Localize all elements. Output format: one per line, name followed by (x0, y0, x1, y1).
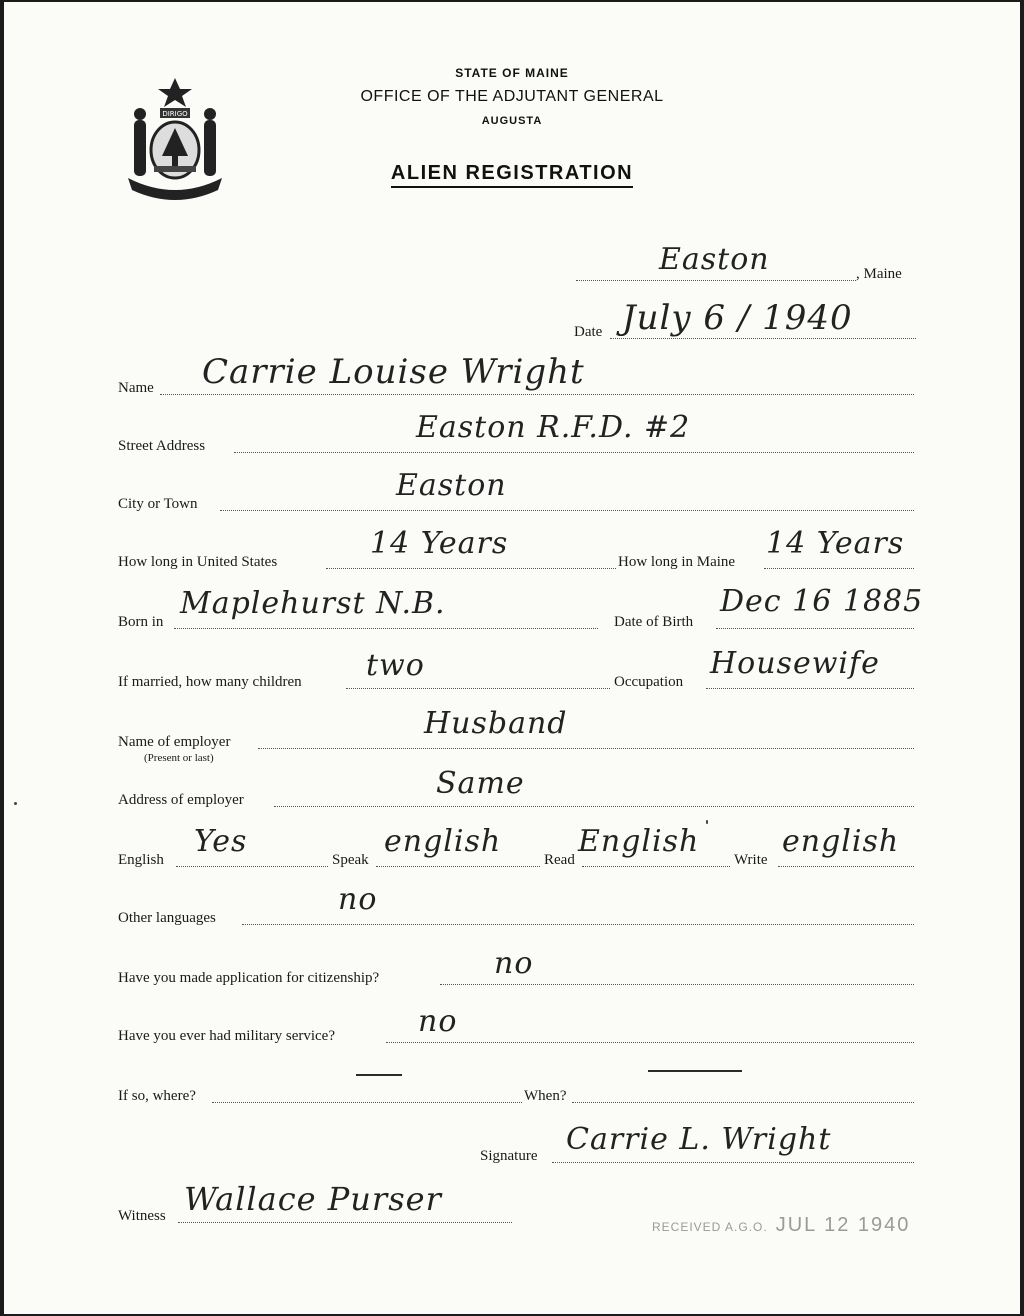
employer-label: Name of employer (118, 734, 231, 750)
scan-speck (14, 802, 17, 805)
when-dash (648, 1070, 742, 1072)
citizenship-value: no (494, 946, 534, 981)
signature-value: Carrie L. Wright (566, 1122, 832, 1157)
employer-address-line (274, 806, 914, 807)
military-value: no (418, 1004, 458, 1039)
english-label: English (118, 852, 164, 868)
street-address-label: Street Address (118, 438, 206, 454)
witness-label: Witness (118, 1208, 166, 1224)
registration-form (4, 2, 1020, 1314)
maine-label: , Maine (856, 266, 902, 282)
read-label: Read (544, 852, 575, 868)
city-value: Easton (396, 468, 507, 503)
witness-line (178, 1222, 512, 1223)
born-in-value: Maplehurst N.B. (180, 586, 446, 621)
born-in-line (174, 628, 598, 629)
employer-address-label: Address of employer (118, 792, 244, 808)
employer-sublabel: (Present or last) (144, 752, 214, 764)
city-label: City or Town (118, 496, 198, 512)
read-line (582, 866, 730, 867)
date-of-birth-line (716, 628, 914, 629)
where-label: If so, where? (118, 1088, 196, 1104)
employer-line (258, 748, 914, 749)
when-line (572, 1102, 914, 1103)
received-stamp: RECEIVED A.G.O. JUL 12 1940 (652, 1214, 911, 1236)
occupation-label: Occupation (614, 674, 684, 690)
witness-value: Wallace Purser (184, 1180, 442, 1218)
citizenship-label: Have you made application for citizenship? (118, 970, 380, 986)
speak-value: english (384, 824, 502, 859)
how-long-maine-line (764, 568, 914, 569)
military-line (386, 1042, 914, 1043)
occupation-line (706, 688, 914, 689)
date-value: July 6 / 1940 (622, 298, 853, 338)
street-address-line (234, 452, 914, 453)
employer-address-value: Same (436, 766, 525, 801)
how-long-maine-label: How long in Maine (618, 554, 736, 570)
signature-line (552, 1162, 914, 1163)
other-languages-value: no (338, 882, 378, 917)
signature-label: Signature (480, 1148, 538, 1164)
other-languages-label: Other languages (118, 910, 216, 926)
date-label: Date (574, 324, 603, 340)
children-label: If married, how many children (118, 674, 302, 690)
date-of-birth-label: Date of Birth (614, 614, 694, 630)
children-value: two (366, 648, 425, 683)
born-in-label: Born in (118, 614, 164, 630)
city-heading: AUGUSTA (481, 115, 543, 127)
military-label: Have you ever had military service? (118, 1028, 335, 1044)
write-line (778, 866, 914, 867)
name-value: Carrie Louise Wright (202, 352, 585, 392)
other-languages-line (242, 924, 914, 925)
date-line (610, 338, 916, 339)
name-label: Name (118, 380, 154, 396)
street-address-value: Easton R.F.D. #2 (416, 410, 691, 445)
when-label: When? (524, 1088, 567, 1104)
employer-value: Husband (424, 706, 568, 741)
scan-speck (706, 820, 708, 824)
state-heading: STATE OF MAINE (455, 66, 569, 80)
speak-label: Speak (332, 852, 369, 868)
where-dash (356, 1074, 402, 1076)
how-long-maine-value: 14 Years (766, 526, 905, 561)
speak-line (376, 866, 540, 867)
how-long-us-value: 14 Years (370, 526, 509, 561)
english-line (176, 866, 328, 867)
occupation-value: Housewife (710, 646, 880, 681)
english-value: Yes (194, 824, 248, 859)
write-label: Write (734, 852, 768, 868)
citizenship-line (440, 984, 914, 985)
read-value: English (578, 824, 700, 859)
how-long-us-line (326, 568, 616, 569)
how-long-us-label: How long in United States (118, 554, 278, 570)
date-of-birth-value: Dec 16 1885 (720, 584, 924, 619)
where-line (212, 1102, 522, 1103)
office-heading: OFFICE OF THE ADJUTANT GENERAL (360, 88, 664, 105)
write-value: english (782, 824, 900, 859)
city-line (220, 510, 914, 511)
children-line (346, 688, 610, 689)
name-line (160, 394, 914, 395)
town-line (576, 280, 856, 281)
form-title: ALIEN REGISTRATION (4, 162, 1020, 185)
seal-motto: DIRIGO (162, 110, 188, 118)
town-value: Easton (659, 242, 770, 277)
